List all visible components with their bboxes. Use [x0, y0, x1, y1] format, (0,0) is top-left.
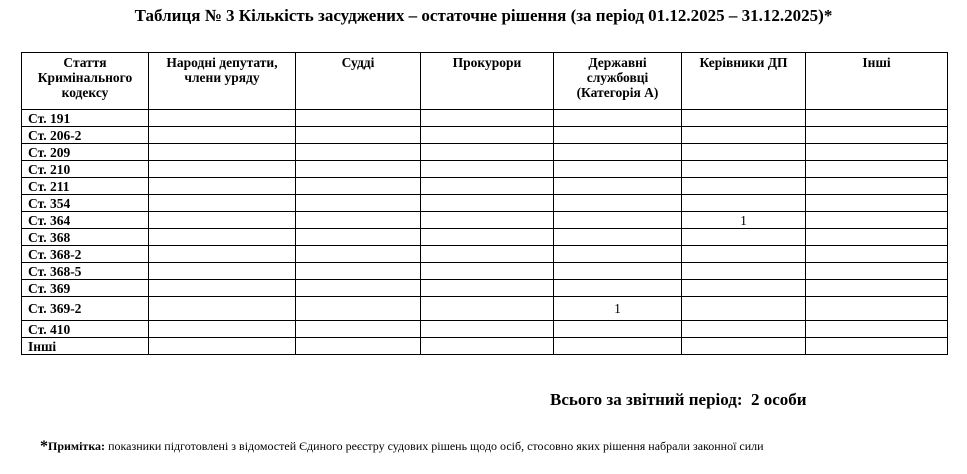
header-se-heads: Керівники ДП [682, 53, 806, 110]
count-cell [149, 280, 296, 297]
article-cell: Ст. 209 [22, 144, 149, 161]
count-cell [682, 127, 806, 144]
count-cell [554, 338, 682, 355]
header-others: Інші [806, 53, 948, 110]
count-cell [682, 110, 806, 127]
count-cell [554, 229, 682, 246]
total-summary: Всього за звітний період: 2 особи [550, 390, 807, 409]
convictions-table [21, 52, 948, 355]
count-cell [296, 144, 421, 161]
count-cell [806, 178, 948, 195]
count-cell [554, 127, 682, 144]
count-cell [421, 280, 554, 297]
count-cell [296, 195, 421, 212]
count-cell [554, 263, 682, 280]
count-cell [806, 338, 948, 355]
count-cell [296, 161, 421, 178]
count-cell [421, 144, 554, 161]
article-cell: Ст. 368-2 [22, 246, 149, 263]
count-cell [806, 212, 948, 229]
table-row [22, 321, 948, 338]
count-cell [806, 229, 948, 246]
table-row [22, 212, 948, 229]
count-cell [682, 263, 806, 280]
article-cell: Ст. 210 [22, 161, 149, 178]
count-cell [682, 321, 806, 338]
article-cell: Ст. 410 [22, 321, 149, 338]
count-cell [806, 321, 948, 338]
header-mps: Народні депутати, члени уряду [149, 53, 296, 110]
count-cell [554, 321, 682, 338]
count-cell [149, 321, 296, 338]
article-cell: Ст. 354 [22, 195, 149, 212]
count-cell [682, 178, 806, 195]
count-cell [554, 212, 682, 229]
count-cell [149, 212, 296, 229]
count-cell [421, 161, 554, 178]
count-cell [806, 280, 948, 297]
count-cell [149, 338, 296, 355]
count-cell: 1 [554, 297, 682, 321]
count-cell [296, 178, 421, 195]
table-row [22, 195, 948, 212]
table-row [22, 263, 948, 280]
header-judges: Судді [296, 53, 421, 110]
count-cell [421, 297, 554, 321]
count-cell [806, 263, 948, 280]
count-cell [296, 297, 421, 321]
count-cell [682, 280, 806, 297]
count-cell [421, 110, 554, 127]
count-cell [149, 297, 296, 321]
article-cell: Ст. 368-5 [22, 263, 149, 280]
count-cell [296, 110, 421, 127]
count-cell [806, 127, 948, 144]
count-cell [149, 144, 296, 161]
article-cell: Ст. 364 [22, 212, 149, 229]
article-cell: Ст. 369 [22, 280, 149, 297]
count-cell [554, 246, 682, 263]
table-row [22, 144, 948, 161]
article-cell: Ст. 191 [22, 110, 149, 127]
count-cell [806, 161, 948, 178]
count-cell [554, 144, 682, 161]
count-cell [149, 195, 296, 212]
count-cell [421, 338, 554, 355]
footnote-label: Примітка: [48, 439, 106, 453]
count-cell [296, 321, 421, 338]
count-cell [554, 161, 682, 178]
count-cell [682, 161, 806, 178]
table-row [22, 229, 948, 246]
header-prosecutors: Прокурори [421, 53, 554, 110]
count-cell [296, 246, 421, 263]
count-cell [149, 246, 296, 263]
count-cell [149, 263, 296, 280]
table-body [22, 110, 948, 355]
count-cell [296, 338, 421, 355]
count-cell [149, 229, 296, 246]
count-cell [296, 263, 421, 280]
footnote [40, 438, 764, 456]
table-row [22, 246, 948, 263]
count-cell [554, 110, 682, 127]
count-cell [421, 321, 554, 338]
count-cell [682, 144, 806, 161]
count-cell [421, 246, 554, 263]
count-cell [682, 246, 806, 263]
count-cell [149, 161, 296, 178]
count-cell [682, 229, 806, 246]
table-row [22, 127, 948, 144]
count-cell [421, 229, 554, 246]
table-row [22, 178, 948, 195]
count-cell [421, 178, 554, 195]
count-cell [554, 195, 682, 212]
count-cell [682, 338, 806, 355]
table-row [22, 161, 948, 178]
count-cell [421, 127, 554, 144]
count-cell [806, 110, 948, 127]
footnote-star: * [40, 438, 48, 455]
table-row [22, 297, 948, 321]
footnote-text: показники підготовлені з відомостей Єдиного реєстру судових рішень щодо осіб, стосовно яких рішення набрали законної сили [105, 439, 764, 453]
article-cell: Ст. 369-2 [22, 297, 149, 321]
table-row [22, 110, 948, 127]
count-cell [296, 229, 421, 246]
count-cell: 1 [682, 212, 806, 229]
count-cell [806, 144, 948, 161]
header-civil-servants: Державні службовці (Категорія А) [554, 53, 682, 110]
count-cell [149, 127, 296, 144]
count-cell [806, 246, 948, 263]
count-cell [296, 212, 421, 229]
count-cell [421, 263, 554, 280]
table-row [22, 338, 948, 355]
article-cell: Ст. 211 [22, 178, 149, 195]
count-cell [421, 195, 554, 212]
count-cell [682, 297, 806, 321]
count-cell [554, 280, 682, 297]
header-row [22, 53, 948, 110]
article-cell: Ст. 368 [22, 229, 149, 246]
count-cell [149, 110, 296, 127]
table-row [22, 280, 948, 297]
count-cell [149, 178, 296, 195]
article-cell: Ст. 206-2 [22, 127, 149, 144]
article-cell: Інші [22, 338, 149, 355]
count-cell [296, 280, 421, 297]
header-article: Стаття Кримінального кодексу [22, 53, 149, 110]
count-cell [554, 178, 682, 195]
count-cell [296, 127, 421, 144]
count-cell [806, 297, 948, 321]
count-cell [806, 195, 948, 212]
count-cell [682, 195, 806, 212]
count-cell [421, 212, 554, 229]
table-title: Таблиця № 3 Кількість засуджених – остаточне рішення (за період 01.12.2025 – 31.12.2025)* [134, 6, 833, 25]
